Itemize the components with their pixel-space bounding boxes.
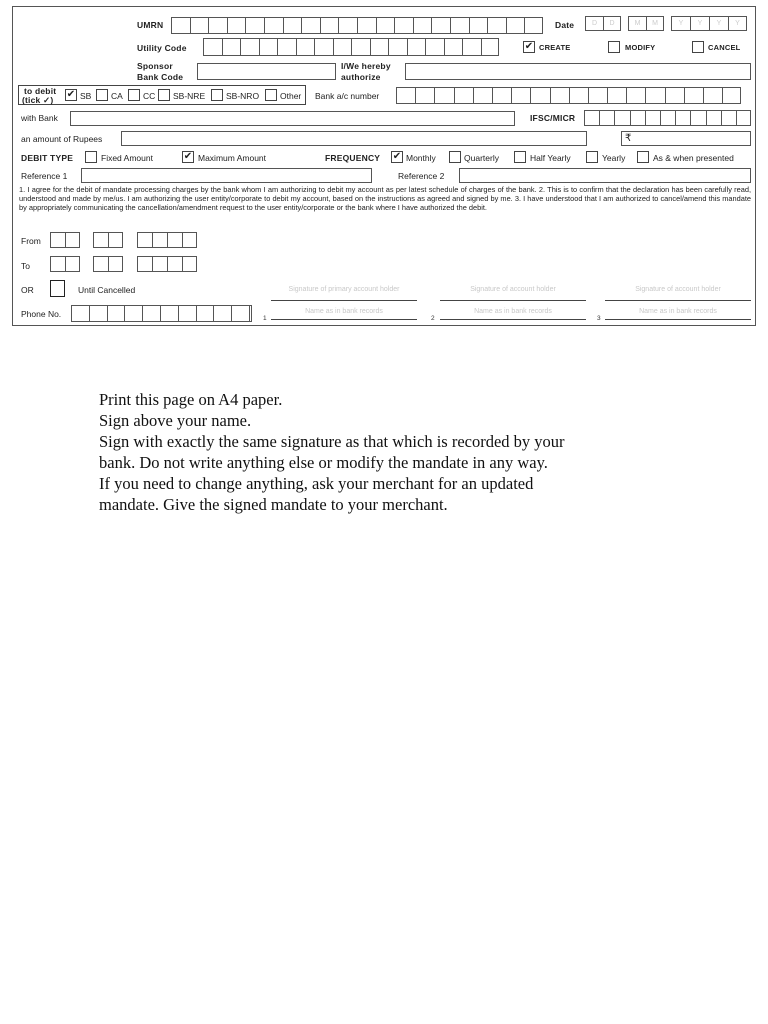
- digit-cell[interactable]: [142, 305, 160, 322]
- instruction-line: Sign with exactly the same signature as that which is recorded by your: [99, 432, 565, 451]
- digit-cell[interactable]: [301, 17, 320, 34]
- digit-cell[interactable]: [357, 17, 376, 34]
- digit-cell[interactable]: [196, 305, 214, 322]
- cc-label: CC: [143, 91, 156, 101]
- digit-cell[interactable]: [283, 17, 302, 34]
- digit-cell[interactable]: [454, 87, 473, 104]
- sb-nre-label: SB-NRE: [173, 91, 206, 101]
- date-cell-y1[interactable]: Y: [671, 16, 690, 31]
- authorize-label-1: I/We hereby: [341, 61, 391, 71]
- date-field[interactable]: [585, 16, 747, 31]
- name-2-label: Name as in bank records: [474, 308, 552, 315]
- digit-cell[interactable]: [722, 87, 741, 104]
- maximum-amount-checkbox[interactable]: ✔: [183, 151, 193, 162]
- digit-cell[interactable]: [333, 38, 352, 56]
- create-checkbox[interactable]: ✔: [524, 41, 534, 52]
- maximum-amount-label: Maximum Amount: [198, 153, 267, 163]
- name-3-label: Name as in bank records: [639, 308, 717, 315]
- name-1-line[interactable]: [271, 319, 417, 320]
- digit-cell[interactable]: [524, 17, 543, 34]
- digit-cell[interactable]: [665, 87, 684, 104]
- ca-checkbox[interactable]: [96, 89, 108, 101]
- digit-cell[interactable]: [481, 38, 500, 56]
- utility-code-label: Utility Code: [137, 43, 187, 53]
- digit-cell[interactable]: [626, 87, 645, 104]
- digit-cell[interactable]: [487, 17, 506, 34]
- monthly-label: Monthly: [406, 153, 436, 163]
- digit-cell[interactable]: [599, 110, 614, 126]
- modify-label: MODIFY: [625, 43, 656, 52]
- digit-cell[interactable]: [492, 87, 511, 104]
- sb-nro-checkbox[interactable]: [211, 89, 223, 101]
- digit-cell[interactable]: [107, 305, 125, 322]
- digit-cell[interactable]: [259, 38, 278, 56]
- instruction-line: Print this page on A4 paper.: [99, 390, 283, 409]
- digit-cell[interactable]: [376, 17, 395, 34]
- sponsor-label-2: Bank Code: [137, 72, 184, 82]
- fixed-amount-label: Fixed Amount: [101, 153, 153, 163]
- digit-cell[interactable]: [550, 87, 569, 104]
- cancel-checkbox[interactable]: [692, 41, 704, 53]
- digit-cell[interactable]: [245, 17, 264, 34]
- with-bank-label: with Bank: [21, 113, 58, 123]
- digit-cell[interactable]: [396, 87, 415, 104]
- sb-checkbox[interactable]: ✔: [66, 89, 76, 100]
- digit-cell[interactable]: [450, 17, 469, 34]
- digit-cell[interactable]: [71, 305, 89, 322]
- digit-cell[interactable]: [264, 17, 283, 34]
- date-cell-y3[interactable]: Y: [709, 16, 728, 31]
- digit-cell[interactable]: [171, 17, 190, 34]
- yearly-checkbox[interactable]: [586, 151, 598, 163]
- signature-3-label: Signature of account holder: [635, 286, 721, 293]
- to-day-field[interactable]: [50, 256, 80, 272]
- digit-cell[interactable]: [277, 38, 296, 56]
- digit-cell[interactable]: [314, 38, 333, 56]
- instruction-line: Sign above your name.: [99, 411, 252, 430]
- from-label: From: [21, 236, 41, 246]
- to-label: To: [21, 261, 30, 271]
- signature-2-line[interactable]: [440, 300, 586, 301]
- digit-cell[interactable]: [231, 305, 249, 322]
- fixed-amount-checkbox[interactable]: [85, 151, 97, 163]
- date-cell-y2[interactable]: Y: [690, 16, 709, 31]
- digit-cell[interactable]: [588, 87, 607, 104]
- or-label: OR: [21, 285, 34, 295]
- sponsor-label-1: Sponsor: [137, 61, 173, 71]
- bank-ac-label: Bank a/c number: [315, 91, 380, 101]
- digit-cell[interactable]: [388, 38, 407, 56]
- with-bank-field[interactable]: [70, 111, 515, 126]
- digit-cell[interactable]: [213, 305, 231, 322]
- digit-cell[interactable]: [469, 17, 488, 34]
- digit-cell[interactable]: [506, 17, 525, 34]
- quarterly-checkbox[interactable]: [449, 151, 461, 163]
- signature-2-number: 2: [431, 315, 435, 322]
- digit-cell[interactable]: [190, 17, 209, 34]
- phone-label: Phone No.: [21, 309, 62, 319]
- digit-cell[interactable]: [178, 305, 196, 322]
- create-label: CREATE: [539, 43, 571, 52]
- amount-words-field[interactable]: [121, 131, 587, 146]
- digit-cell[interactable]: [684, 87, 703, 104]
- cancel-label: CANCEL: [708, 43, 741, 52]
- digit-cell[interactable]: [124, 305, 142, 322]
- digit-cell[interactable]: [222, 38, 241, 56]
- digit-cell[interactable]: [736, 110, 751, 126]
- digit-cell[interactable]: [425, 38, 444, 56]
- to-year-field[interactable]: [137, 256, 197, 272]
- signature-2-label: Signature of account holder: [470, 286, 556, 293]
- rupee-icon: ₹: [625, 133, 632, 144]
- declaration-text: 1. I agree for the debit of mandate processing charges by the bank whom I am authorizing to debit my account as per latest schedule of charges of the bank. 2. This is to confirm that the declaration has been carefully read, understood and made by me/us. I am authorizing the user entity/corporate to debit my account, based on the instructions as agreed and signed by me. 3. I have understood that I am authorized to cancel/amend this mandate by appropriately communicating the cancellation/amendment request to the user entity/corporate or the bank where I have authorized the debit.: [19, 185, 751, 212]
- date-cell-y4[interactable]: Y: [728, 16, 747, 31]
- bank-account-field[interactable]: [396, 87, 741, 104]
- digit-cell[interactable]: [703, 87, 722, 104]
- monthly-checkbox[interactable]: ✔: [392, 151, 402, 162]
- digit-cell[interactable]: [431, 17, 450, 34]
- digit-cell[interactable]: [249, 305, 252, 322]
- date-cell-m2[interactable]: M: [646, 16, 664, 31]
- as-when-presented-label: As & when presented: [653, 153, 734, 163]
- digit-cell[interactable]: [511, 87, 530, 104]
- date-cell-d1[interactable]: D: [585, 16, 603, 31]
- to-month-field[interactable]: [93, 256, 123, 272]
- from-day-field[interactable]: [50, 232, 80, 248]
- digit-cell[interactable]: [614, 110, 629, 126]
- digit-cell[interactable]: [645, 87, 664, 104]
- instruction-line: mandate. Give the signed mandate to your merchant.: [99, 495, 448, 514]
- phone-field[interactable]: [71, 305, 252, 322]
- quarterly-label: Quarterly: [464, 153, 499, 163]
- modify-checkbox[interactable]: [608, 41, 620, 53]
- to-debit-label-1: to debit: [24, 86, 57, 96]
- authorize-field[interactable]: [405, 63, 751, 80]
- ifsc-label: IFSC/MICR: [530, 113, 576, 123]
- reference1-label: Reference 1: [21, 171, 68, 181]
- digit-cell[interactable]: [434, 87, 453, 104]
- digit-cell[interactable]: [584, 110, 599, 126]
- umrn-label: UMRN: [137, 20, 164, 30]
- digit-cell[interactable]: [415, 87, 434, 104]
- digit-cell[interactable]: [530, 87, 549, 104]
- digit-cell[interactable]: [645, 110, 660, 126]
- digit-cell[interactable]: [227, 17, 246, 34]
- reference2-label: Reference 2: [398, 171, 445, 181]
- digit-cell[interactable]: [569, 87, 588, 104]
- ca-label: CA: [111, 91, 123, 101]
- name-1-label: Name as in bank records: [305, 308, 383, 315]
- ifsc-field[interactable]: [584, 110, 751, 126]
- to-debit-label-2: (tick ✓): [22, 95, 54, 105]
- yearly-label: Yearly: [602, 153, 626, 163]
- digit-cell[interactable]: [721, 110, 736, 126]
- digit-cell[interactable]: [413, 17, 432, 34]
- amount-label: an amount of Rupees: [21, 134, 103, 144]
- umrn-field[interactable]: [171, 17, 543, 34]
- half-yearly-checkbox[interactable]: [514, 151, 526, 163]
- date-label: Date: [555, 20, 575, 30]
- utility-code-field[interactable]: [203, 38, 499, 56]
- digit-cell[interactable]: [394, 17, 413, 34]
- name-2-line[interactable]: [440, 319, 586, 320]
- until-cancelled-checkbox[interactable]: [50, 280, 65, 297]
- signature-1-label: Signature of primary account holder: [288, 286, 400, 293]
- digit-cell[interactable]: [338, 17, 357, 34]
- signature-3-number: 3: [597, 315, 601, 322]
- digit-cell[interactable]: [473, 87, 492, 104]
- digit-cell[interactable]: [675, 110, 690, 126]
- digit-cell[interactable]: [89, 305, 107, 322]
- as-when-presented-checkbox[interactable]: [637, 151, 649, 163]
- signature-3-line[interactable]: [605, 300, 751, 301]
- other-checkbox[interactable]: [265, 89, 277, 101]
- digit-cell[interactable]: [706, 110, 721, 126]
- date-cell-m1[interactable]: M: [628, 16, 646, 31]
- digit-cell[interactable]: [160, 305, 178, 322]
- from-month-field[interactable]: [93, 232, 123, 248]
- cc-checkbox[interactable]: [128, 89, 140, 101]
- print-instructions: [99, 389, 659, 515]
- name-3-line[interactable]: [605, 319, 751, 320]
- sponsor-bank-code-field[interactable]: [197, 63, 336, 80]
- digit-cell[interactable]: [203, 38, 222, 56]
- signature-1-number: 1: [263, 315, 267, 322]
- from-year-field[interactable]: [137, 232, 197, 248]
- digit-cell[interactable]: [660, 110, 675, 126]
- sb-nre-checkbox[interactable]: [158, 89, 170, 101]
- other-label: Other: [280, 91, 302, 101]
- sb-label: SB: [80, 91, 92, 101]
- reference1-field[interactable]: [81, 168, 372, 183]
- digit-cell[interactable]: [296, 38, 315, 56]
- digit-cell[interactable]: [240, 38, 259, 56]
- sb-nro-label: SB-NRO: [226, 91, 260, 101]
- half-yearly-label: Half Yearly: [530, 153, 571, 163]
- digit-cell[interactable]: [462, 38, 481, 56]
- amount-figures-field[interactable]: [621, 131, 751, 146]
- digit-cell[interactable]: [407, 38, 426, 56]
- debit-type-label: DEBIT TYPE: [21, 153, 74, 163]
- date-cell-d2[interactable]: D: [603, 16, 621, 31]
- digit-cell[interactable]: [370, 38, 389, 56]
- digit-cell[interactable]: [351, 38, 370, 56]
- nach-mandate-form: [12, 6, 756, 326]
- digit-cell[interactable]: [630, 110, 645, 126]
- digit-cell[interactable]: [690, 110, 705, 126]
- digit-cell[interactable]: [208, 17, 227, 34]
- until-cancelled-label: Until Cancelled: [78, 285, 136, 295]
- signature-1-line[interactable]: [271, 300, 417, 301]
- reference2-field[interactable]: [459, 168, 751, 183]
- instruction-line: If you need to change anything, ask your merchant for an updated: [99, 474, 534, 493]
- frequency-label: FREQUENCY: [325, 153, 381, 163]
- digit-cell[interactable]: [444, 38, 463, 56]
- digit-cell[interactable]: [607, 87, 626, 104]
- account-type-group: [18, 85, 306, 105]
- digit-cell[interactable]: [320, 17, 339, 34]
- authorize-label-2: authorize: [341, 72, 381, 82]
- instruction-line: bank. Do not write anything else or modify the mandate in any way.: [99, 453, 548, 472]
